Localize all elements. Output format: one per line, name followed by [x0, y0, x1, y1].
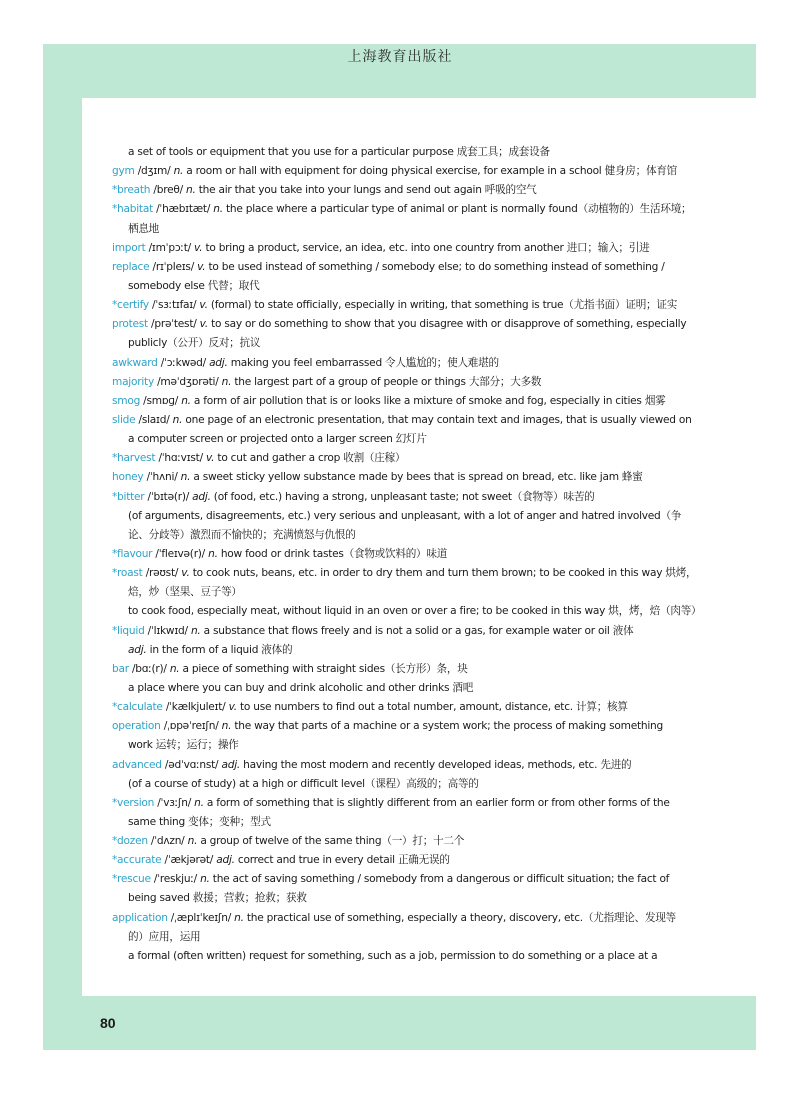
glossary-entry: [112, 411, 692, 430]
glossary-entry: [112, 162, 684, 181]
glossary-entry-continuation: [112, 602, 702, 621]
definition: how food or drink tastes（食物或饮料的）味道: [217, 547, 448, 560]
pronunciation: /ˈhʌni/: [143, 471, 181, 484]
definition: 焙，炒（坚果、豆子等）: [128, 586, 242, 599]
glossary-entry-continuation: [112, 334, 684, 353]
pronunciation: /rɪˈpleɪs/: [149, 260, 198, 273]
definition: making you feel embarrassed 令人尴尬的；使人难堪的: [227, 356, 499, 369]
definition: a computer screen or projected onto a larger screen 幻灯片: [128, 433, 427, 446]
definition: a formal (often written) request for something, such as a job, permission to do something or a place at a: [128, 949, 658, 962]
part-of-speech: adj.: [128, 643, 147, 656]
headword: *version: [112, 796, 155, 809]
glossary-entry: [112, 832, 684, 851]
pronunciation: /ˈlɪkwɪd/: [144, 624, 191, 637]
pronunciation: /prəˈtest/: [147, 318, 200, 331]
definition: the practical use of something, especially a theory, discovery, etc.（尤指理论、发现等: [243, 911, 676, 924]
headword: *certify: [112, 299, 149, 312]
definition: somebody else 代替；取代: [128, 279, 260, 292]
headword: *harvest: [112, 452, 156, 465]
headword: operation: [112, 720, 161, 733]
headword: import: [112, 241, 146, 254]
part-of-speech: v.: [181, 567, 190, 580]
page-number: 80: [100, 1015, 116, 1031]
headword: *habitat: [112, 203, 153, 216]
pronunciation: /məˈdʒɒrəti/: [153, 375, 222, 388]
pronunciation: /dʒɪm/: [134, 165, 174, 178]
definition: to bring a product, service, an idea, etc. into one country from another 进口；输入；引进: [202, 241, 650, 254]
headword: advanced: [112, 758, 162, 771]
pronunciation: /ˈɔːkwəd/: [157, 356, 210, 369]
glossary-entry-continuation: [112, 277, 684, 296]
part-of-speech: n.: [208, 547, 218, 560]
glossary-entry-continuation: [112, 507, 684, 526]
headword: application: [112, 911, 168, 924]
headword: *rescue: [112, 873, 151, 886]
part-of-speech: adj.: [192, 490, 211, 503]
glossary-entry: [112, 449, 684, 468]
headword: bar: [112, 662, 129, 675]
definition: the act of saving something / somebody from a dangerous or difficult situation; the fact of: [209, 873, 670, 886]
glossary-entry-continuation: [112, 430, 684, 449]
headword: *dozen: [112, 835, 148, 848]
glossary-entry: [112, 794, 684, 813]
headword: *flavour: [112, 547, 153, 560]
definition: in the form of a liquid 液体的: [146, 643, 293, 656]
definition: the place where a particular type of animal or plant is normally found（动植物的）生活环境；: [222, 203, 692, 216]
headword: *accurate: [112, 854, 162, 867]
pronunciation: /slaɪd/: [135, 413, 173, 426]
glossary-entry: [112, 181, 684, 200]
definition: a form of air pollution that is or looks like a mixture of smoke and fog, especially in cities 烟雾: [190, 394, 666, 407]
definition: a sweet sticky yellow substance made by bees that is spread on bread, etc. like jam 蜂蜜: [190, 471, 643, 484]
glossary-entry-continuation: [112, 679, 684, 698]
glossary-entry-continuation: [112, 220, 684, 239]
part-of-speech: v.: [197, 260, 206, 273]
pronunciation: /ˈreskjuː/: [150, 873, 201, 886]
definition: the way that parts of a machine or a system work; the process of making something: [231, 720, 663, 733]
definition: to cook nuts, beans, etc. in order to dry them and turn them brown; to be cooked in this way 烘烤，: [189, 567, 697, 580]
glossary-entry: [112, 354, 684, 373]
definition: the largest part of a group of people or things 大部分；大多数: [231, 375, 542, 388]
part-of-speech: n.: [180, 471, 191, 484]
pronunciation: /ˈvɜːʃn/: [154, 796, 195, 809]
part-of-speech: n.: [181, 394, 191, 407]
headword: smog: [112, 394, 141, 407]
part-of-speech: n.: [194, 796, 204, 809]
pronunciation: /ˈbɪtə(r)/: [144, 490, 193, 503]
part-of-speech: n.: [169, 662, 180, 675]
definition: (of arguments, disagreements, etc.) very serious and unpleasant, with a lot of anger and hatred involved（争: [128, 509, 682, 522]
glossary-entry-continuation: [112, 775, 684, 794]
pronunciation: /smɒɡ/: [140, 394, 182, 407]
part-of-speech: adj.: [216, 854, 235, 867]
glossary-entry-continuation: [112, 526, 684, 545]
pronunciation: /ˌæplɪˈkeɪʃn/: [167, 911, 235, 924]
definition: a place where you can buy and drink alcoholic and other drinks 酒吧: [128, 681, 474, 694]
headword: majority: [112, 375, 154, 388]
glossary-entry-continuation: [112, 143, 684, 162]
glossary-entry: [112, 698, 684, 717]
glossary-list: [112, 143, 702, 966]
glossary-entry: [112, 200, 692, 219]
definition: 的）应用，运用: [128, 930, 201, 943]
glossary-entry: [112, 488, 684, 507]
glossary-entry: [112, 717, 684, 736]
pronunciation: /ədˈvɑːnst/: [161, 758, 222, 771]
glossary-entry: [112, 296, 684, 315]
part-of-speech: n.: [173, 165, 184, 178]
part-of-speech: n.: [234, 911, 244, 924]
glossary-entry-continuation: [112, 813, 684, 832]
part-of-speech: v.: [199, 299, 208, 312]
part-of-speech: v.: [206, 452, 215, 465]
definition: to cut and gather a crop 收割（庄稼）: [214, 452, 406, 465]
headword: gym: [112, 165, 135, 178]
definition: work 运转；运行；操作: [128, 739, 239, 752]
headword: honey: [112, 471, 144, 484]
part-of-speech: n.: [172, 413, 183, 426]
pronunciation: /ˈhɑːvɪst/: [155, 452, 207, 465]
glossary-entry: [112, 468, 684, 487]
glossary-entry: [112, 392, 684, 411]
pronunciation: /ˈdʌzn/: [147, 835, 188, 848]
headword: *bitter: [112, 490, 145, 503]
headword: awkward: [112, 356, 158, 369]
definition: a form of something that is slightly different from an earlier form or from other forms of the: [203, 796, 670, 809]
pronunciation: /ˌɒpəˈreɪʃn/: [160, 720, 222, 733]
definition: (of a course of study) at a high or difficult level（课程）高级的；高等的: [128, 777, 479, 790]
glossary-entry: [112, 909, 684, 928]
pronunciation: /ˈækjərət/: [161, 854, 217, 867]
pronunciation: /ˈsɜːtɪfaɪ/: [148, 299, 200, 312]
definition: a group of twelve of the same thing（一）打；十二个: [197, 835, 465, 848]
headword: *breath: [112, 184, 151, 197]
headword: replace: [112, 260, 150, 273]
definition: to say or do something to show that you disagree with or disapprove of something, especially: [207, 318, 687, 331]
pronunciation: /bɑː(r)/: [128, 662, 170, 675]
part-of-speech: n.: [221, 375, 232, 388]
pronunciation: /rəʊst/: [142, 567, 182, 580]
definition: same thing 变体；变种；型式: [128, 815, 271, 828]
glossary-entry-continuation: [112, 947, 684, 966]
definition: a room or hall with equipment for doing physical exercise, for example in a school 健身房；体育馆: [183, 165, 678, 178]
glossary-entry: [112, 564, 697, 583]
glossary-entry: [112, 239, 684, 258]
definition: to be used instead of something / somebody else; to do something instead of something /: [205, 260, 665, 273]
definition: to use numbers to find out a total number, amount, distance, etc. 计算；核算: [236, 701, 628, 714]
glossary-entry: [112, 373, 684, 392]
definition: (of food, etc.) having a strong, unpleasant taste; not sweet（食物等）味苦的: [210, 490, 595, 503]
pronunciation: /ˈfleɪvə(r)/: [152, 547, 209, 560]
part-of-speech: v.: [228, 701, 237, 714]
definition: 论、分歧等）激烈而不愉快的；充满愤怒与仇恨的: [128, 528, 356, 541]
part-of-speech: n.: [221, 720, 232, 733]
glossary-entry: [112, 851, 684, 870]
definition: publicly（公开）反对；抗议: [128, 337, 261, 350]
pronunciation: /breθ/: [150, 184, 187, 197]
glossary-entry-continuation: [112, 641, 684, 660]
glossary-entry: [112, 545, 684, 564]
definition: a substance that flows freely and is not a solid or a gas, for example water or oil 液体: [200, 624, 634, 637]
pronunciation: /ɪmˈpɔːt/: [145, 241, 195, 254]
headword: *liquid: [112, 624, 145, 637]
definition: the air that you take into your lungs and send out again 呼吸的空气: [195, 184, 537, 197]
glossary-entry-continuation: [112, 928, 684, 947]
part-of-speech: v.: [199, 318, 208, 331]
definition: having the most modern and recently developed ideas, methods, etc. 先进的: [240, 758, 632, 771]
definition: (formal) to state officially, especially in writing, that something is true（尤指书面）证明；证实: [207, 299, 678, 312]
glossary-entry-continuation: [112, 736, 684, 755]
glossary-entry-continuation: [112, 583, 684, 602]
glossary-entry: [112, 622, 684, 641]
part-of-speech: n.: [186, 184, 196, 197]
definition: 栖息地: [128, 222, 160, 235]
glossary-entry: [112, 258, 684, 277]
definition: to cook food, especially meat, without liquid in an oven or over a fire; to be cooked in this way 烘，烤，焙（肉等）: [128, 605, 702, 618]
glossary-entry: [112, 660, 684, 679]
glossary-entry: [112, 756, 684, 775]
glossary-entry: [112, 315, 687, 334]
headword: *roast: [112, 567, 143, 580]
glossary-entry-continuation: [112, 889, 684, 908]
part-of-speech: n.: [213, 203, 223, 216]
headword: *calculate: [112, 701, 163, 714]
part-of-speech: n.: [187, 835, 198, 848]
part-of-speech: v.: [194, 241, 203, 254]
publisher-header: 上海教育出版社: [347, 49, 453, 65]
headword: slide: [112, 413, 136, 426]
glossary-entry: [112, 870, 684, 889]
definition: a set of tools or equipment that you use for a particular purpose 成套工具；成套设备: [128, 146, 550, 158]
definition: being saved 救援；营救；抢救；获救: [128, 892, 307, 905]
part-of-speech: adj.: [209, 356, 228, 369]
definition: correct and true in every detail 正确无误的: [234, 854, 450, 867]
part-of-speech: n.: [190, 624, 201, 637]
part-of-speech: n.: [200, 873, 210, 886]
pronunciation: /ˈkælkjuleɪt/: [162, 701, 229, 714]
definition: a piece of something with straight sides（长方形）条，块: [179, 662, 468, 675]
pronunciation: /ˈhæbɪtæt/: [152, 203, 214, 216]
headword: protest: [112, 318, 148, 331]
definition: one page of an electronic presentation, that may contain text and images, that is usually viewed on: [182, 413, 692, 426]
part-of-speech: adj.: [221, 758, 241, 771]
